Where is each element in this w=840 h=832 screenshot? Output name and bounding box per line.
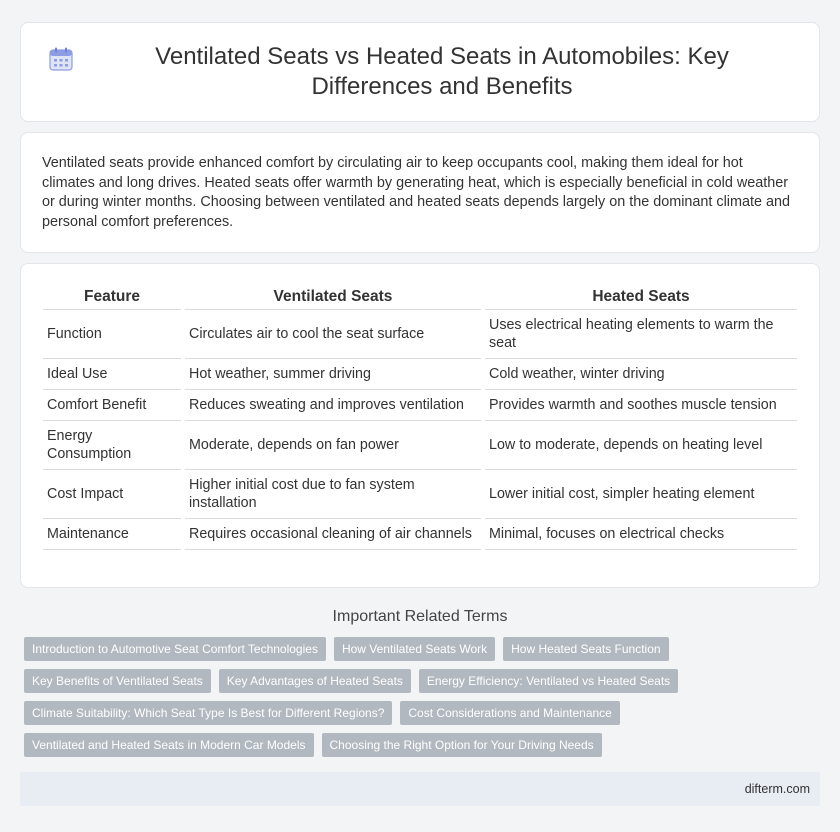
table-row	[43, 519, 797, 550]
column-header: Heated Seats	[485, 283, 797, 310]
related-term-tag[interactable]: Ventilated and Heated Seats in Modern Car Models	[24, 733, 314, 757]
related-term-tag[interactable]: Climate Suitability: Which Seat Type Is Best for Different Regions?	[24, 701, 392, 725]
related-term-tag[interactable]: How Ventilated Seats Work	[334, 637, 495, 661]
table-cell: Reduces sweating and improves ventilation	[185, 390, 481, 421]
related-term-tag[interactable]: Introduction to Automotive Seat Comfort Technologies	[24, 637, 326, 661]
table-cell: Ideal Use	[43, 359, 181, 390]
table-cell: Energy Consumption	[43, 421, 181, 470]
table-cell: Cold weather, winter driving	[485, 359, 797, 390]
table-cell: Circulates air to cool the seat surface	[185, 310, 481, 359]
calendar-icon	[48, 46, 74, 72]
table-cell: Hot weather, summer driving	[185, 359, 481, 390]
table-cell: Provides warmth and soothes muscle tension	[485, 390, 797, 421]
related-terms-heading: Important Related Terms	[332, 608, 508, 625]
comparison-table	[39, 283, 801, 550]
table-row	[43, 390, 797, 421]
table-cell: Uses electrical heating elements to warm the seat	[485, 310, 797, 359]
table-header-row	[43, 283, 797, 310]
table-row	[43, 421, 797, 470]
table-cell: Comfort Benefit	[43, 390, 181, 421]
column-header: Feature	[43, 283, 181, 310]
intro-text: Ventilated seats provide enhanced comfort by circulating air to keep occupants cool, making them ideal for hot climates and long drives. Heated seats offer warmth by generating heat, which is especially beneficial in cold weather or during winter months. Choosing between ventilated and heated seats depends largely on the dominant climate and personal comfort preferences.	[42, 155, 790, 230]
table-row	[43, 470, 797, 519]
related-term-tag[interactable]: Cost Considerations and Maintenance	[400, 701, 619, 725]
table-cell: Low to moderate, depends on heating level	[485, 421, 797, 470]
footer-site-name[interactable]: difterm.com	[744, 782, 810, 796]
page-header	[20, 22, 820, 122]
page-title: Ventilated Seats vs Heated Seats in Automobiles: Key Differences and Benefits	[155, 43, 729, 100]
comparison-card	[20, 263, 820, 588]
table-cell: Requires occasional cleaning of air channels	[185, 519, 481, 550]
table-row	[43, 359, 797, 390]
intro-card	[20, 132, 820, 253]
related-terms-section	[20, 608, 820, 757]
related-term-tag[interactable]: How Heated Seats Function	[503, 637, 668, 661]
table-cell: Lower initial cost, simpler heating element	[485, 470, 797, 519]
table-cell: Minimal, focuses on electrical checks	[485, 519, 797, 550]
related-term-tag[interactable]: Key Advantages of Heated Seats	[219, 669, 411, 693]
table-cell: Higher initial cost due to fan system installation	[185, 470, 481, 519]
related-term-tag[interactable]: Key Benefits of Ventilated Seats	[24, 669, 211, 693]
table-cell: Moderate, depends on fan power	[185, 421, 481, 470]
table-cell: Function	[43, 310, 181, 359]
table-row	[43, 310, 797, 359]
related-term-tag[interactable]: Energy Efficiency: Ventilated vs Heated Seats	[419, 669, 678, 693]
related-term-tag[interactable]: Choosing the Right Option for Your Driving Needs	[322, 733, 602, 757]
table-cell: Maintenance	[43, 519, 181, 550]
page-footer	[20, 772, 820, 806]
related-terms-tags	[20, 637, 820, 757]
table-cell: Cost Impact	[43, 470, 181, 519]
column-header: Ventilated Seats	[185, 283, 481, 310]
